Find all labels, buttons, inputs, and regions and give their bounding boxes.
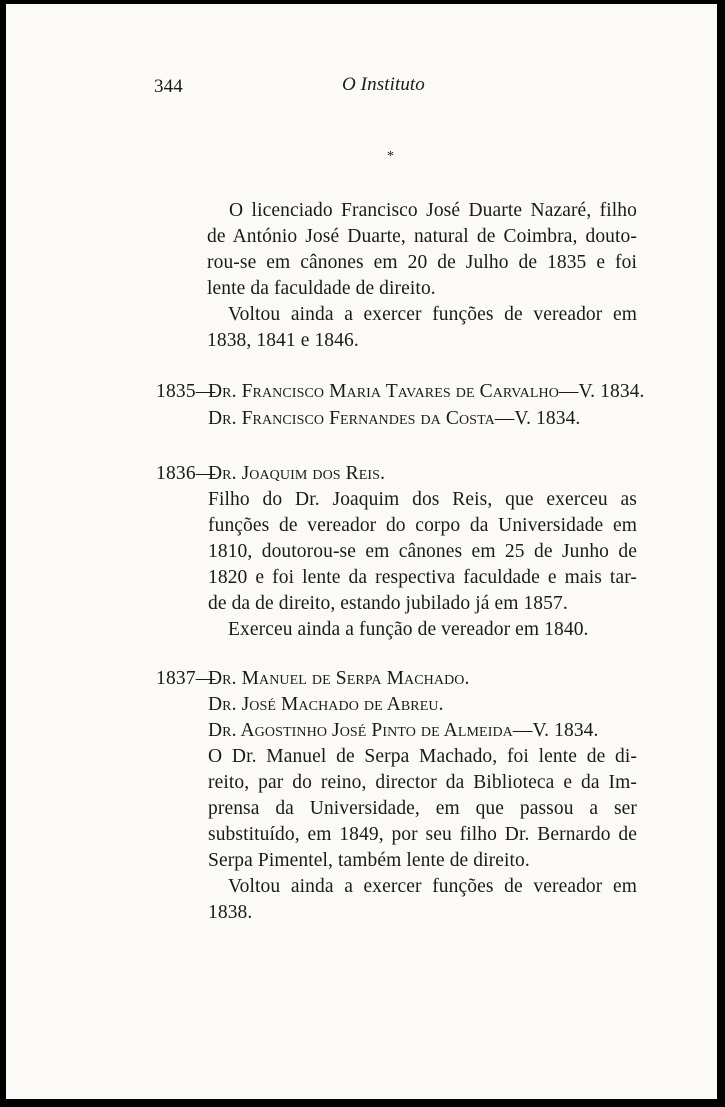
text-line: lente da faculdade de direito. xyxy=(207,278,436,299)
page-number: 344 xyxy=(154,76,183,97)
text-line: 1838. xyxy=(208,902,253,923)
name-line: Dr. Agostinho José Pinto de Almeida—V. 1834. xyxy=(208,720,599,741)
name-line: Dr. José Machado de Abreu. xyxy=(208,694,444,715)
name-line: Dr. Joaquim dos Reis. xyxy=(208,463,386,484)
section-separator: * xyxy=(387,149,395,164)
text-line: de António José Duarte, natural de Coimbra, douto- xyxy=(207,226,637,247)
text-line: funções de vereador do corpo da Universidade em xyxy=(208,515,637,536)
text-line: reito, par do reino, director da Biblioteca e da Im- xyxy=(208,772,637,793)
year-label-1836: 1836— xyxy=(156,463,216,484)
running-title: O Instituto xyxy=(342,74,425,95)
text-line: Serpa Pimentel, também lente de direito. xyxy=(208,850,530,871)
text-line: O licenciado Francisco José Duarte Nazaré, filho xyxy=(229,200,637,221)
text-line: prensa da Universidade, em que passou a ser xyxy=(208,798,637,819)
name-line: Dr. Manuel de Serpa Machado. xyxy=(208,668,470,689)
text-line: de da de direito, estando jubilado já em 1857. xyxy=(208,593,568,614)
text-line: Voltou ainda a exercer funções de vereador em xyxy=(228,876,637,897)
text-line: 1810, doutorou-se em cânones em 25 de Junho de xyxy=(208,541,637,562)
text-line: rou-se em cânones em 20 de Julho de 1835 e foi xyxy=(207,252,637,273)
year-label-1835: 1835— xyxy=(156,381,216,402)
text-line: 1838, 1841 e 1846. xyxy=(207,330,359,351)
text-line: O Dr. Manuel de Serpa Machado, foi lente de di- xyxy=(208,746,637,767)
text-line: Voltou ainda a exercer funções de vereador em xyxy=(228,304,637,325)
book-page xyxy=(6,4,717,1099)
text-line: 1820 e foi lente da respectiva faculdade e mais tar- xyxy=(208,567,637,588)
text-line: Filho do Dr. Joaquim dos Reis, que exerceu as xyxy=(208,489,637,510)
name-line: Dr. Francisco Maria Tavares de Carvalho—V. 1834. xyxy=(208,381,645,402)
text-line: Exerceu ainda a função de vereador em 1840. xyxy=(228,619,589,640)
year-label-1837: 1837— xyxy=(156,668,216,689)
name-line: Dr. Francisco Fernandes da Costa—V. 1834. xyxy=(208,408,581,429)
text-line: substituído, em 1849, por seu filho Dr. Bernardo de xyxy=(208,824,637,845)
